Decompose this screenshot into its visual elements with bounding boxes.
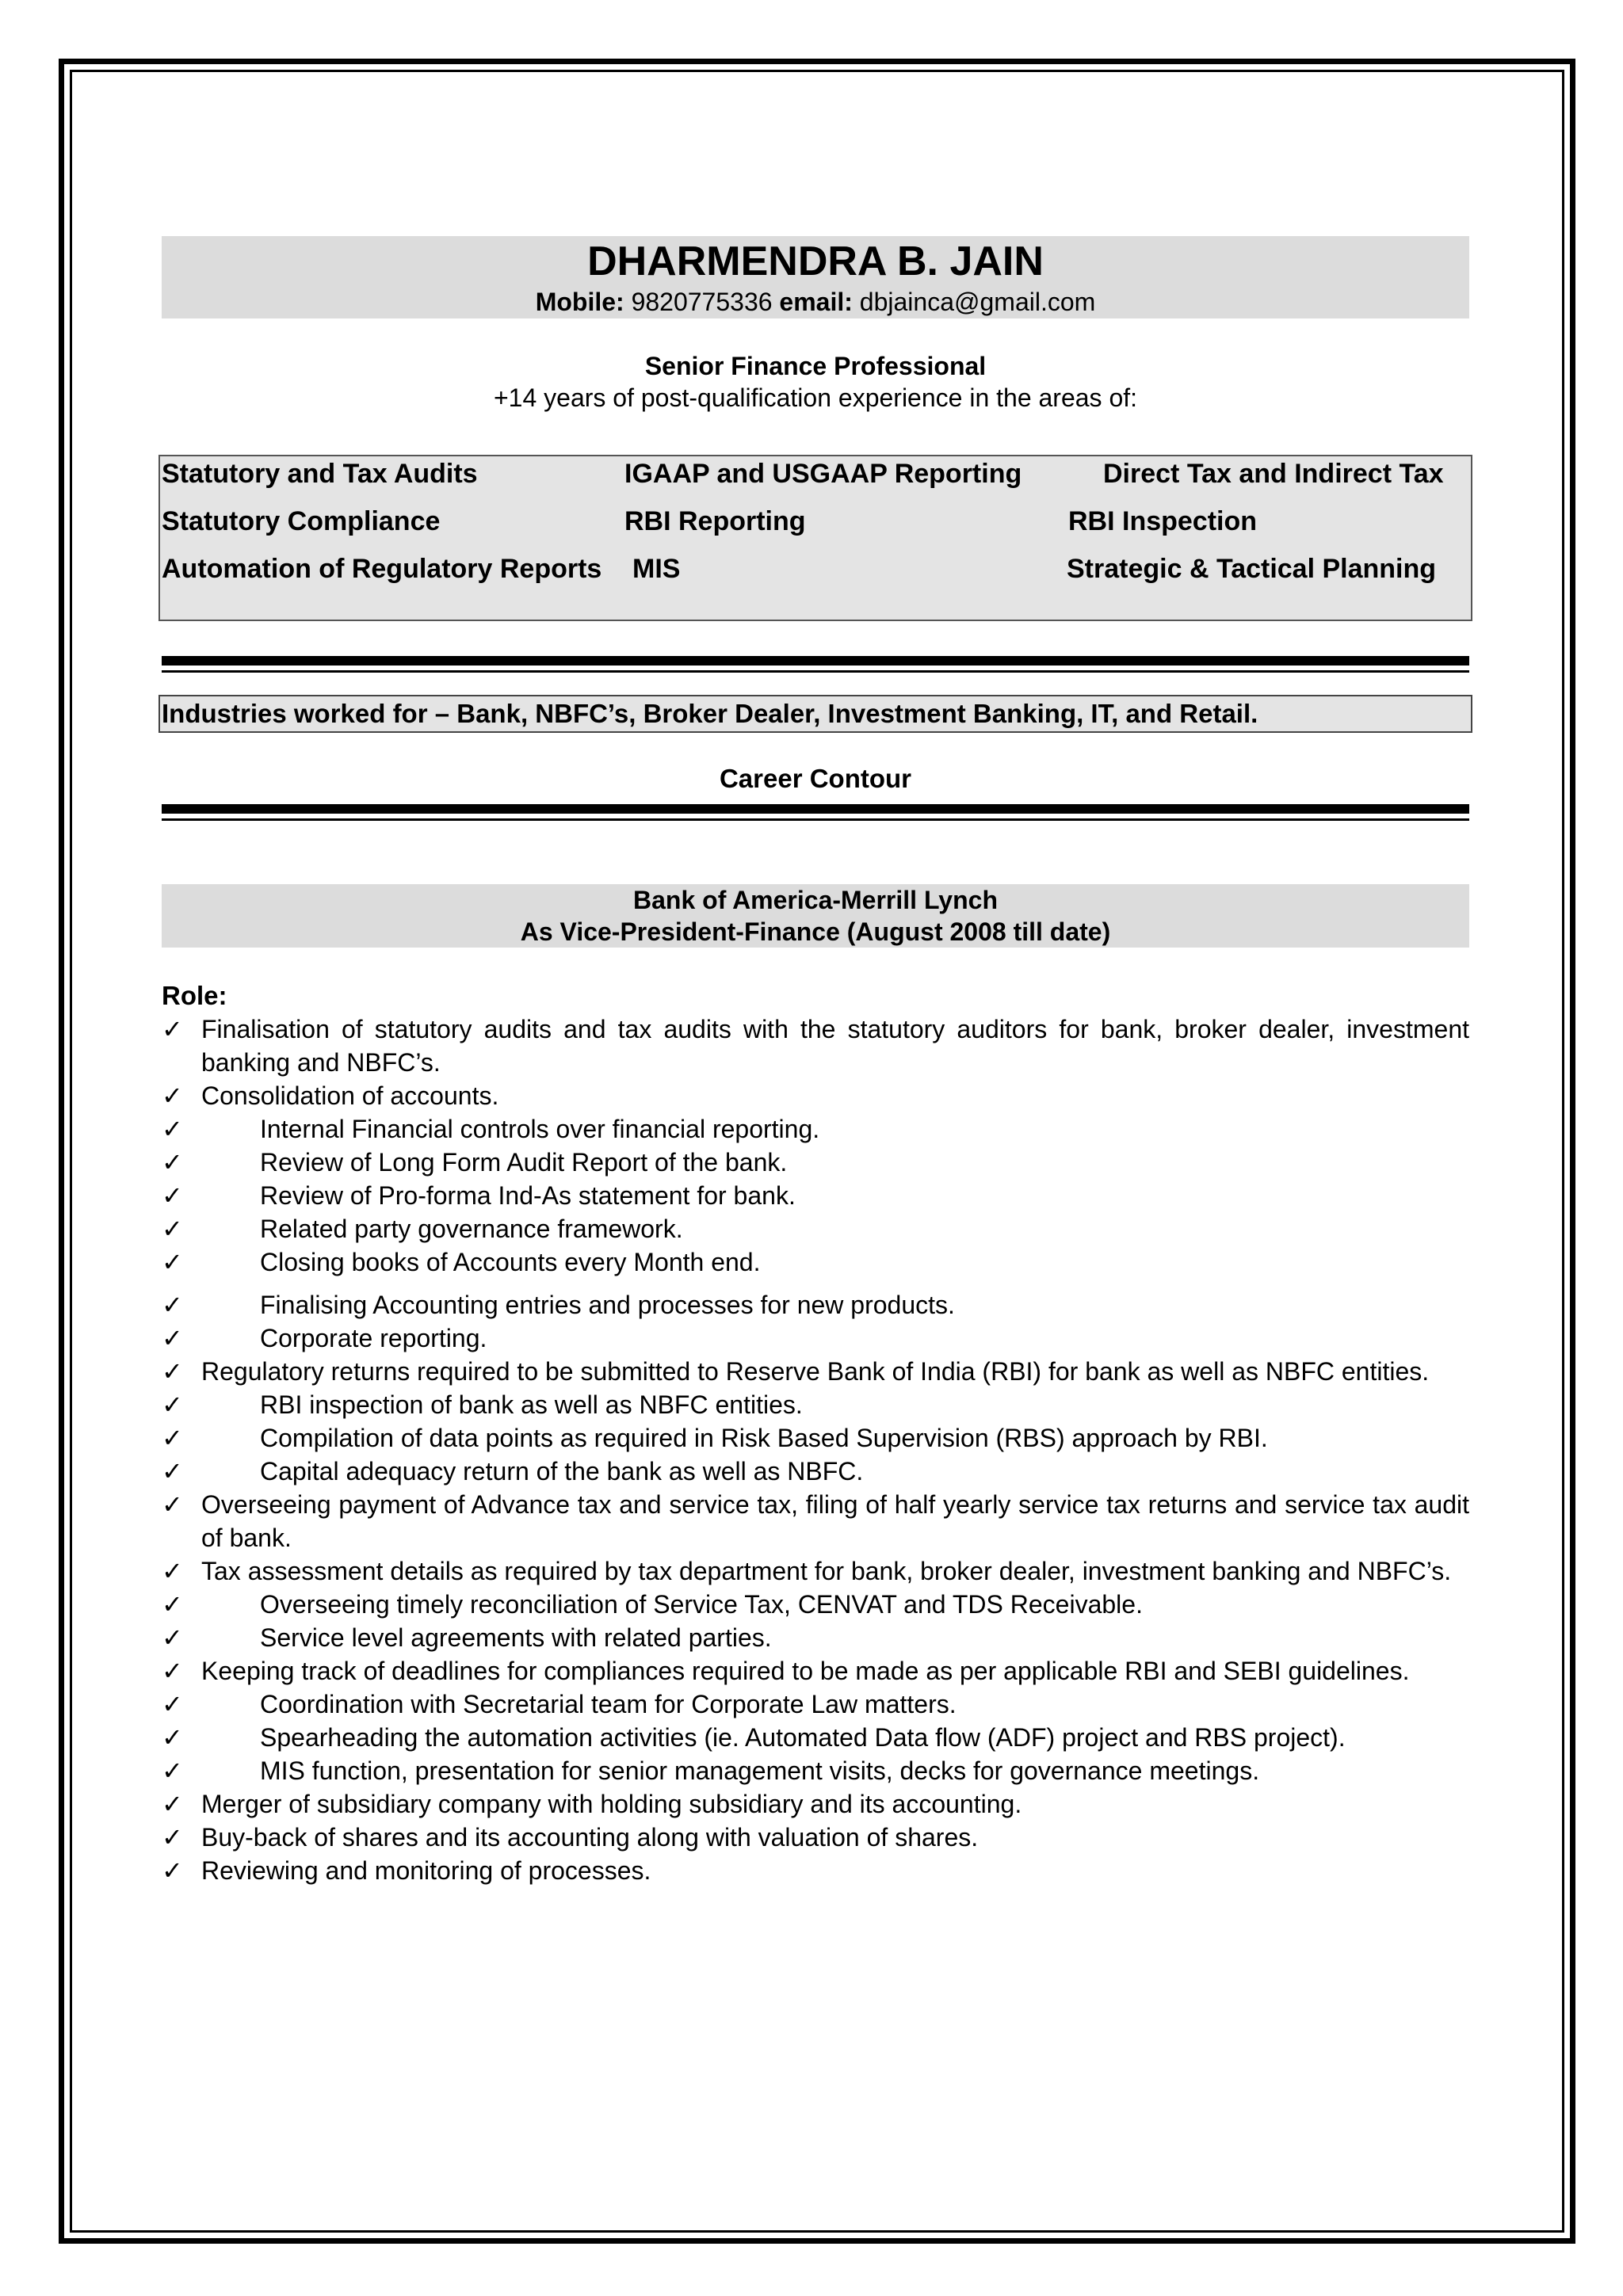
- skill-item: IGAAP and USGAAP Reporting: [624, 459, 1022, 489]
- contact-line: [162, 287, 1469, 317]
- list-item: ✓ Merger of subsidiary company with holding subsidiary and its accounting.: [162, 1787, 1469, 1821]
- checkmark-icon: ✓: [162, 1215, 183, 1243]
- checkmark-icon: ✓: [162, 1424, 183, 1452]
- checkmark-icon: ✓: [162, 1790, 183, 1818]
- list-item: ✓ Overseeing timely reconciliation of Service Tax, CENVAT and TDS Receivable.: [162, 1588, 1469, 1621]
- skill-item: Strategic & Tactical Planning: [1067, 554, 1437, 584]
- divider-thick: [162, 804, 1469, 814]
- checkmark-icon: ✓: [162, 1390, 183, 1419]
- list-item: ✓ Capital adequacy return of the bank as well as NBFC.: [162, 1455, 1469, 1488]
- list-item: ✓ Review of Long Form Audit Report of the bank.: [162, 1146, 1469, 1179]
- list-item: ✓ Finalising Accounting entries and processes for new products.: [162, 1288, 1469, 1322]
- checkmark-icon: ✓: [162, 1291, 183, 1319]
- checkmark-icon: ✓: [162, 1756, 183, 1785]
- skill-item: Direct Tax and Indirect Tax: [1103, 459, 1444, 489]
- checkmark-icon: ✓: [162, 1557, 183, 1585]
- candidate-name: DHARMENDRA B. JAIN: [587, 238, 1044, 284]
- list-item: ✓ Coordination with Secretarial team for Corporate Law matters.: [162, 1688, 1469, 1721]
- checkmark-icon: ✓: [162, 1148, 183, 1177]
- email-label: email:: [779, 288, 853, 316]
- skill-item: RBI Inspection: [1068, 506, 1258, 536]
- checkmark-icon: ✓: [162, 1324, 183, 1352]
- checkmark-icon: ✓: [162, 1115, 183, 1143]
- mobile-number: 9820775336: [631, 288, 773, 316]
- list-item: ✓ MIS function, presentation for senior management visits, decks for governance meetings.: [162, 1754, 1469, 1787]
- resume-content: [162, 236, 1469, 1887]
- checkmark-icon: ✓: [162, 1181, 183, 1210]
- list-item: ✓ Reviewing and monitoring of processes.: [162, 1854, 1469, 1887]
- skill-item: Statutory Compliance: [162, 506, 441, 536]
- skill-item: RBI Reporting: [624, 506, 806, 536]
- responsibility-list: [162, 1013, 1469, 1887]
- list-item: ✓ Review of Pro-forma Ind-As statement for bank.: [162, 1179, 1469, 1212]
- section-title-career: Career Contour: [719, 764, 912, 793]
- checkmark-icon: ✓: [162, 1457, 183, 1486]
- role-label: Role:: [162, 981, 227, 1010]
- list-item: ✓ RBI inspection of bank as well as NBFC entities.: [162, 1388, 1469, 1421]
- checkmark-icon: ✓: [162, 1015, 183, 1043]
- experience-summary: +14 years of post-qualification experience in the areas of:: [493, 383, 1138, 412]
- list-item: ✓ Buy-back of shares and its accounting along with valuation of shares.: [162, 1821, 1469, 1854]
- skill-item: Automation of Regulatory Reports: [162, 554, 602, 584]
- skill-item: MIS: [632, 554, 681, 584]
- checkmark-icon: ✓: [162, 1856, 183, 1885]
- list-item: ✓ Finalisation of statutory audits and tax audits with the statutory auditors for bank, broker dealer, investment banking and NBFC’s.: [162, 1013, 1469, 1079]
- list-item: ✓ Consolidation of accounts.: [162, 1079, 1469, 1112]
- industries-box: Industries worked for – Bank, NBFC’s, Broker Dealer, Investment Banking, IT, and Retail.: [158, 695, 1472, 733]
- employer-header: [162, 884, 1469, 948]
- list-item: ✓ Keeping track of deadlines for compliances required to be made as per applicable RBI and SEBI guidelines.: [162, 1654, 1469, 1688]
- list-item: ✓ Tax assessment details as required by tax department for bank, broker dealer, investment banking and NBFC’s.: [162, 1554, 1469, 1588]
- email-address: dbjainca@gmail.com: [859, 288, 1096, 316]
- career-divider: [162, 804, 1469, 821]
- checkmark-icon: ✓: [162, 1623, 183, 1652]
- checkmark-icon: ✓: [162, 1690, 183, 1718]
- job-position: As Vice-President-Finance (August 2008 till date): [520, 917, 1111, 946]
- list-item: ✓ Spearheading the automation activities (ie. Automated Data flow (ADF) project and RBS project).: [162, 1721, 1469, 1754]
- professional-headline: Senior Finance Professional: [644, 352, 987, 380]
- mobile-label: Mobile:: [535, 288, 624, 316]
- checkmark-icon: ✓: [162, 1657, 183, 1685]
- list-item: ✓ Compilation of data points as required in Risk Based Supervision (RBS) approach by RBI.: [162, 1421, 1469, 1455]
- checkmark-icon: ✓: [162, 1081, 183, 1110]
- divider-thin: [162, 670, 1469, 673]
- skill-item: Statutory and Tax Audits: [162, 459, 478, 489]
- skills-grid: [158, 455, 1472, 621]
- list-item: ✓ Overseeing payment of Advance tax and service tax, filing of half yearly service tax returns and service tax audit of bank.: [162, 1488, 1469, 1554]
- divider-thin: [162, 818, 1469, 821]
- checkmark-icon: ✓: [162, 1357, 183, 1386]
- checkmark-icon: ✓: [162, 1823, 183, 1852]
- list-item: ✓ Closing books of Accounts every Month end.: [162, 1245, 1469, 1279]
- list-item: ✓ Regulatory returns required to be submitted to Reserve Bank of India (RBI) for bank as well as NBFC entities.: [162, 1355, 1469, 1388]
- checkmark-icon: ✓: [162, 1723, 183, 1752]
- list-item: ✓ Corporate reporting.: [162, 1322, 1469, 1355]
- name-header: [162, 236, 1469, 318]
- list-item: ✓ Related party governance framework.: [162, 1212, 1469, 1245]
- employer-name: Bank of America-Merrill Lynch: [633, 886, 998, 914]
- divider-thick: [162, 656, 1469, 666]
- list-item: ✓ Internal Financial controls over financial reporting.: [162, 1112, 1469, 1146]
- list-item: ✓ Service level agreements with related parties.: [162, 1621, 1469, 1654]
- checkmark-icon: ✓: [162, 1590, 183, 1619]
- checkmark-icon: ✓: [162, 1490, 183, 1519]
- checkmark-icon: ✓: [162, 1248, 183, 1276]
